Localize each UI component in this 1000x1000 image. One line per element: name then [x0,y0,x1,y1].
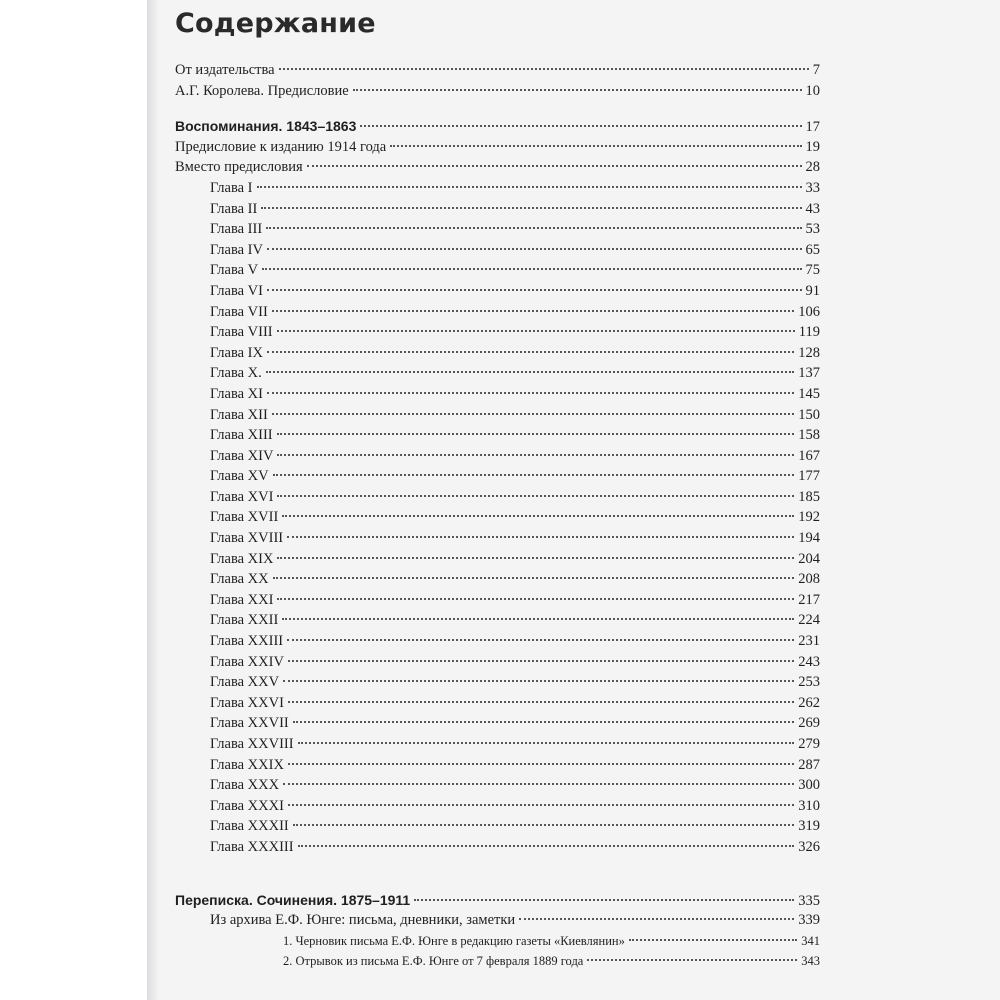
toc-chapter [175,528,820,549]
toc-leader [629,939,797,941]
table-of-contents [175,60,820,972]
toc-label: Глава XIX [210,550,274,567]
toc-label: Глава XXXII [210,818,289,835]
toc-chapter [175,775,820,796]
toc-label: Глава XXII [210,612,279,629]
toc-page-number: 224 [798,612,820,629]
toc-label: 1. Черновик письма Е.Ф. Юнге в редакцию газеты «Киевлянин» [283,933,625,948]
toc-page-number: 167 [798,447,820,464]
toc-label: 2. Отрывок из письма Е.Ф. Юнге от 7 февраля 1889 года [283,954,584,969]
toc-label: Глава XXXI [210,797,284,814]
toc-page-number: 231 [798,633,820,650]
toc-leader [277,454,794,456]
toc-chapter [175,302,820,323]
toc-subentry [175,931,820,952]
toc-leader [277,557,794,559]
toc-page-number: 269 [798,715,820,732]
toc-leader [287,639,794,641]
toc-page-number: 128 [798,344,820,361]
toc-label: Глава IV [210,241,263,258]
toc-leader [273,577,795,579]
toc-chapter [175,322,820,343]
toc-label: Глава XVII [210,509,279,526]
toc-leader [587,959,797,961]
toc-page-number: 150 [798,406,820,423]
toc-chapter [175,672,820,693]
toc-leader [267,248,802,250]
toc-page-number: 33 [805,179,820,196]
toc-label: Глава XXV [210,674,280,691]
toc-chapter [175,590,820,611]
toc-label: Глава IX [210,344,263,361]
toc-label: Переписка. Сочинения. 1875–1911 [175,891,411,908]
toc-label: Глава XXVIII [210,736,294,752]
toc-label: Глава XX [210,571,269,588]
toc-leader [267,392,794,394]
toc-label: От издательства [175,62,275,78]
toc-label: Глава XXVI [210,694,284,711]
toc-chapter [175,487,820,508]
toc-label: Глава XXVII [210,715,289,732]
toc-label: Воспоминания. 1843–1863 [175,118,357,135]
toc-entry [175,157,820,178]
toc-label: Глава X. [210,365,262,382]
toc-page-number: 343 [801,954,820,969]
toc-label: Из архива Е.Ф. Юнге: письма, дневники, заметки [210,912,516,929]
toc-entry-preface [175,81,820,102]
toc-leader [277,433,795,435]
toc-label: Предисловие к изданию 1914 года [175,138,387,155]
toc-chapter [175,569,820,590]
toc-chapter [175,713,820,734]
toc-label: Глава I [210,179,253,196]
toc-leader [272,310,794,312]
toc-label: Глава XIV [210,447,274,464]
toc-leader [262,268,801,270]
toc-chapter [175,446,820,467]
toc-label: Глава XXIX [210,756,284,773]
toc-label: Глава XII [210,406,268,423]
toc-label: Вместо предисловия [175,159,303,176]
toc-chapter [175,507,820,528]
toc-page-number: 243 [798,653,820,670]
toc-page-number: 192 [798,509,820,526]
toc-chapter [175,466,820,487]
toc-leader [267,351,794,353]
toc-leader [293,721,794,723]
toc-leader [414,899,794,901]
toc-chapter [175,384,820,405]
toc-chapter [175,816,820,837]
toc-page-number: 194 [798,530,820,547]
toc-page-number: 75 [805,262,820,279]
toc-leader [273,474,795,476]
toc-leader [266,371,794,373]
toc-chapter [175,610,820,631]
toc-label: Глава XVIII [210,530,284,547]
toc-page-number: 17 [805,119,820,136]
toc-chapter [175,343,820,364]
toc-chapter [175,631,820,652]
toc-leader [288,701,794,703]
toc-chapter [175,219,820,240]
toc-leader [282,618,794,620]
toc-leader [519,918,794,920]
toc-label: Глава XXIII [210,633,284,650]
toc-page-number: 119 [798,324,820,341]
toc-leader [287,536,794,538]
toc-section-memoirs [175,116,820,137]
toc-page-number: 319 [798,818,820,835]
toc-label: Глава XXI [210,591,274,608]
toc-page-number: 53 [805,221,820,238]
toc-entry [175,910,820,931]
toc-chapter [175,405,820,426]
toc-page-number: 300 [798,777,820,794]
toc-entry [175,137,820,158]
toc-label: Глава XVI [210,488,274,505]
toc-page-number: 279 [798,736,820,752]
toc-page-number: 10 [805,82,820,99]
toc-page-number: 204 [798,550,820,567]
toc-label: Глава VIII [210,324,273,341]
toc-leader [282,515,794,517]
toc-leader [277,330,795,332]
toc-leader [360,125,801,127]
toc-chapter [175,755,820,776]
toc-page-number: 208 [798,571,820,588]
toc-chapter [175,281,820,302]
toc-leader [277,495,794,497]
toc-page-number: 137 [798,365,820,382]
toc-page-number: 65 [805,241,820,258]
toc-chapter [175,260,820,281]
toc-leader [307,165,802,167]
toc-leader [298,742,795,744]
toc-page-number: 7 [812,62,820,78]
toc-leader [288,804,794,806]
toc-page-number: 217 [798,591,820,608]
toc-leader [288,763,794,765]
toc-label: А.Г. Королева. Предисловие [175,82,349,99]
toc-label: Глава VI [210,282,263,299]
toc-page-number: 253 [798,674,820,691]
toc-leader [279,68,809,70]
toc-label: Глава XIII [210,427,273,444]
toc-label: Глава XV [210,468,269,485]
toc-leader [353,89,802,91]
toc-leader [288,660,794,662]
toc-page-number: 326 [798,838,820,855]
toc-label: Глава III [210,221,263,238]
toc-entry-publisher [175,60,820,81]
toc-page-number: 335 [798,892,820,909]
toc-chapter [175,796,820,817]
toc-page-number: 158 [798,427,820,444]
toc-page-number: 310 [798,797,820,814]
toc-chapter [175,734,820,755]
toc-leader [283,783,794,785]
toc-page-number: 339 [798,912,820,929]
toc-page-number: 185 [798,488,820,505]
toc-leader [261,207,801,209]
toc-page-number: 19 [805,138,820,155]
toc-label: Глава XXIV [210,653,284,670]
toc-leader [272,413,794,415]
toc-page-number: 341 [801,933,820,948]
toc-chapter [175,693,820,714]
toc-page-number: 145 [798,385,820,402]
toc-chapter [175,652,820,673]
toc-label: Глава XXXIII [210,838,294,855]
toc-leader [298,845,795,847]
toc-label: Глава XI [210,385,263,402]
toc-subentry [175,951,820,972]
toc-chapter [175,363,820,384]
toc-chapter [175,837,820,858]
toc-chapter [175,178,820,199]
page-edge-shadow [147,0,159,1000]
toc-label: Глава II [210,200,258,217]
toc-label: Глава XXX [210,777,280,794]
toc-chapter [175,199,820,220]
page-title: Содержание [175,8,376,39]
toc-page-number: 287 [798,756,820,773]
toc-leader [293,824,794,826]
toc-leader [266,227,801,229]
toc-leader [277,598,794,600]
toc-page-number: 28 [805,159,820,176]
toc-label: Глава VII [210,303,268,320]
toc-page-number: 91 [805,282,820,299]
toc-section-correspondence [175,890,820,911]
toc-label: Глава V [210,262,259,279]
toc-chapter [175,425,820,446]
toc-page-number: 262 [798,694,820,711]
toc-leader [257,186,802,188]
toc-page-number: 43 [805,200,820,217]
toc-page-number: 177 [798,468,820,485]
toc-leader [267,289,802,291]
toc-chapter [175,549,820,570]
toc-chapter [175,240,820,261]
toc-leader [390,145,801,147]
toc-leader [283,680,794,682]
toc-page-number: 106 [798,303,820,320]
